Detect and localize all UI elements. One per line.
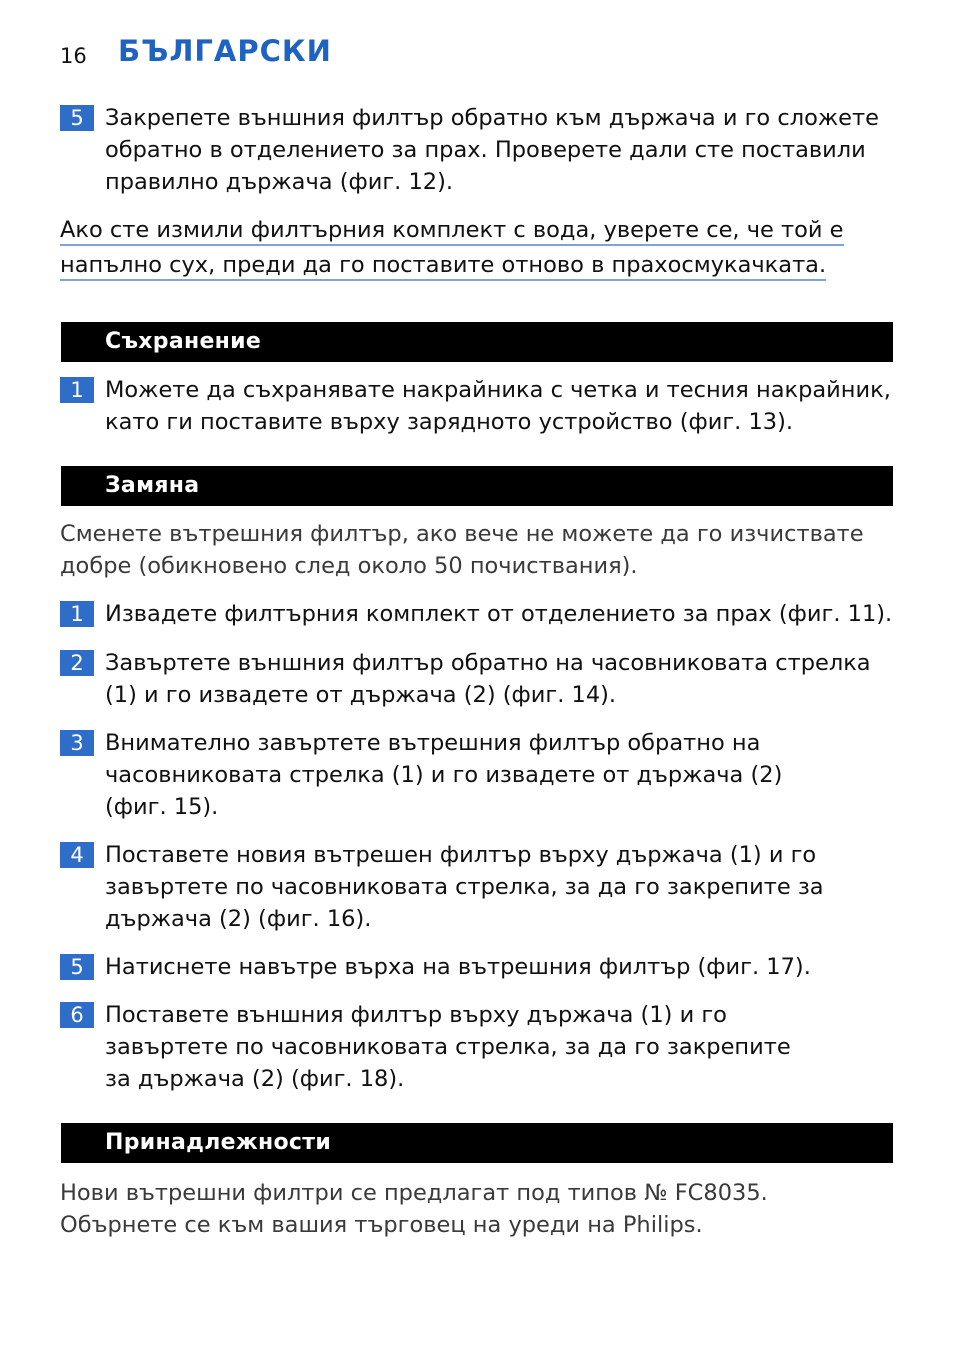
section-heading-label: Замяна xyxy=(105,473,200,498)
accessories-text xyxy=(60,1177,900,1241)
step-number-badge: 5 xyxy=(60,105,94,131)
step-number-badge: 5 xyxy=(60,954,94,980)
step-text: Извадете филтърния комплект от отделението за прах (фиг. 11). xyxy=(105,601,893,627)
step-number-badge: 3 xyxy=(60,730,94,756)
step-text: Внимателно завъртете вътрешния филтър обратно на часовниковата стрелка (1) и го извадете от държача (2) (фиг. 15). xyxy=(105,730,783,820)
replacement-step-2 xyxy=(60,647,900,711)
replacement-step-3 xyxy=(60,727,900,823)
section-heading-replacement xyxy=(61,466,893,506)
step-number-badge: 4 xyxy=(60,842,94,868)
replacement-intro-line-1: Сменете вътрешния филтър, ако вече не можете да го изчиствате xyxy=(60,521,864,547)
accessories-line-1: Нови вътрешни филтри се предлагат под типов № FC8035. xyxy=(60,1180,768,1206)
step-number-badge: 6 xyxy=(60,1002,94,1028)
accessories-line-2: Обърнете се към вашия търговец на уреди на Philips. xyxy=(60,1212,703,1238)
step-number-badge: 2 xyxy=(60,650,94,676)
section-heading-accessories xyxy=(61,1123,893,1163)
page-number: 16 xyxy=(60,44,87,68)
replacement-step-1 xyxy=(60,598,900,630)
replacement-intro-line-2: добре (обикновено след около 50 почиствания). xyxy=(60,553,638,579)
step-text: Завъртете външния филтър обратно на часовниковата стрелка (1) и го извадете от държача (2) (фиг. 14). xyxy=(105,650,871,708)
step-text: Поставете външния филтър върху държача (1) и го завъртете по часовниковата стрелка, за да го закрепите за държача (2) (фиг. 18). xyxy=(105,1002,791,1092)
note-line-2: напълно сух, преди да го поставите отново в прахосмукачката. xyxy=(60,252,826,281)
replacement-step-6 xyxy=(60,999,900,1095)
step-text: Натиснете навътре върха на вътрешния филтър (фиг. 17). xyxy=(105,954,811,980)
step-number-badge: 1 xyxy=(60,377,94,403)
replacement-intro xyxy=(60,518,900,582)
step-number-badge: 1 xyxy=(60,601,94,627)
step-text: Закрепете външния филтър обратно към държача и го сложете обратно в отделението за прах. Проверете дали сте поставили правилно държача (фиг. 12). xyxy=(105,105,879,195)
language-title: БЪЛГАРСКИ xyxy=(118,34,332,68)
replacement-step-5 xyxy=(60,951,900,983)
step-text: Можете да съхранявате накрайника с четка и тесния накрайник, като ги поставите върху зарядното устройство (фиг. 13). xyxy=(105,377,891,435)
note-line-1: Ако сте измили филтърния комплект с вода, уверете се, че той е xyxy=(60,217,844,246)
intro-step xyxy=(60,102,900,198)
section-heading-label: Принадлежности xyxy=(105,1130,332,1155)
replacement-step-4 xyxy=(60,839,900,935)
section-heading-storage xyxy=(61,322,893,362)
step-text: Поставете новия вътрешен филтър върху държача (1) и го завъртете по часовниковата стрелка, за да го закрепите за държача (2) (фиг. 16). xyxy=(105,842,824,932)
section-heading-label: Съхранение xyxy=(105,329,262,354)
note-warning xyxy=(60,213,880,283)
storage-step-1 xyxy=(60,374,900,438)
